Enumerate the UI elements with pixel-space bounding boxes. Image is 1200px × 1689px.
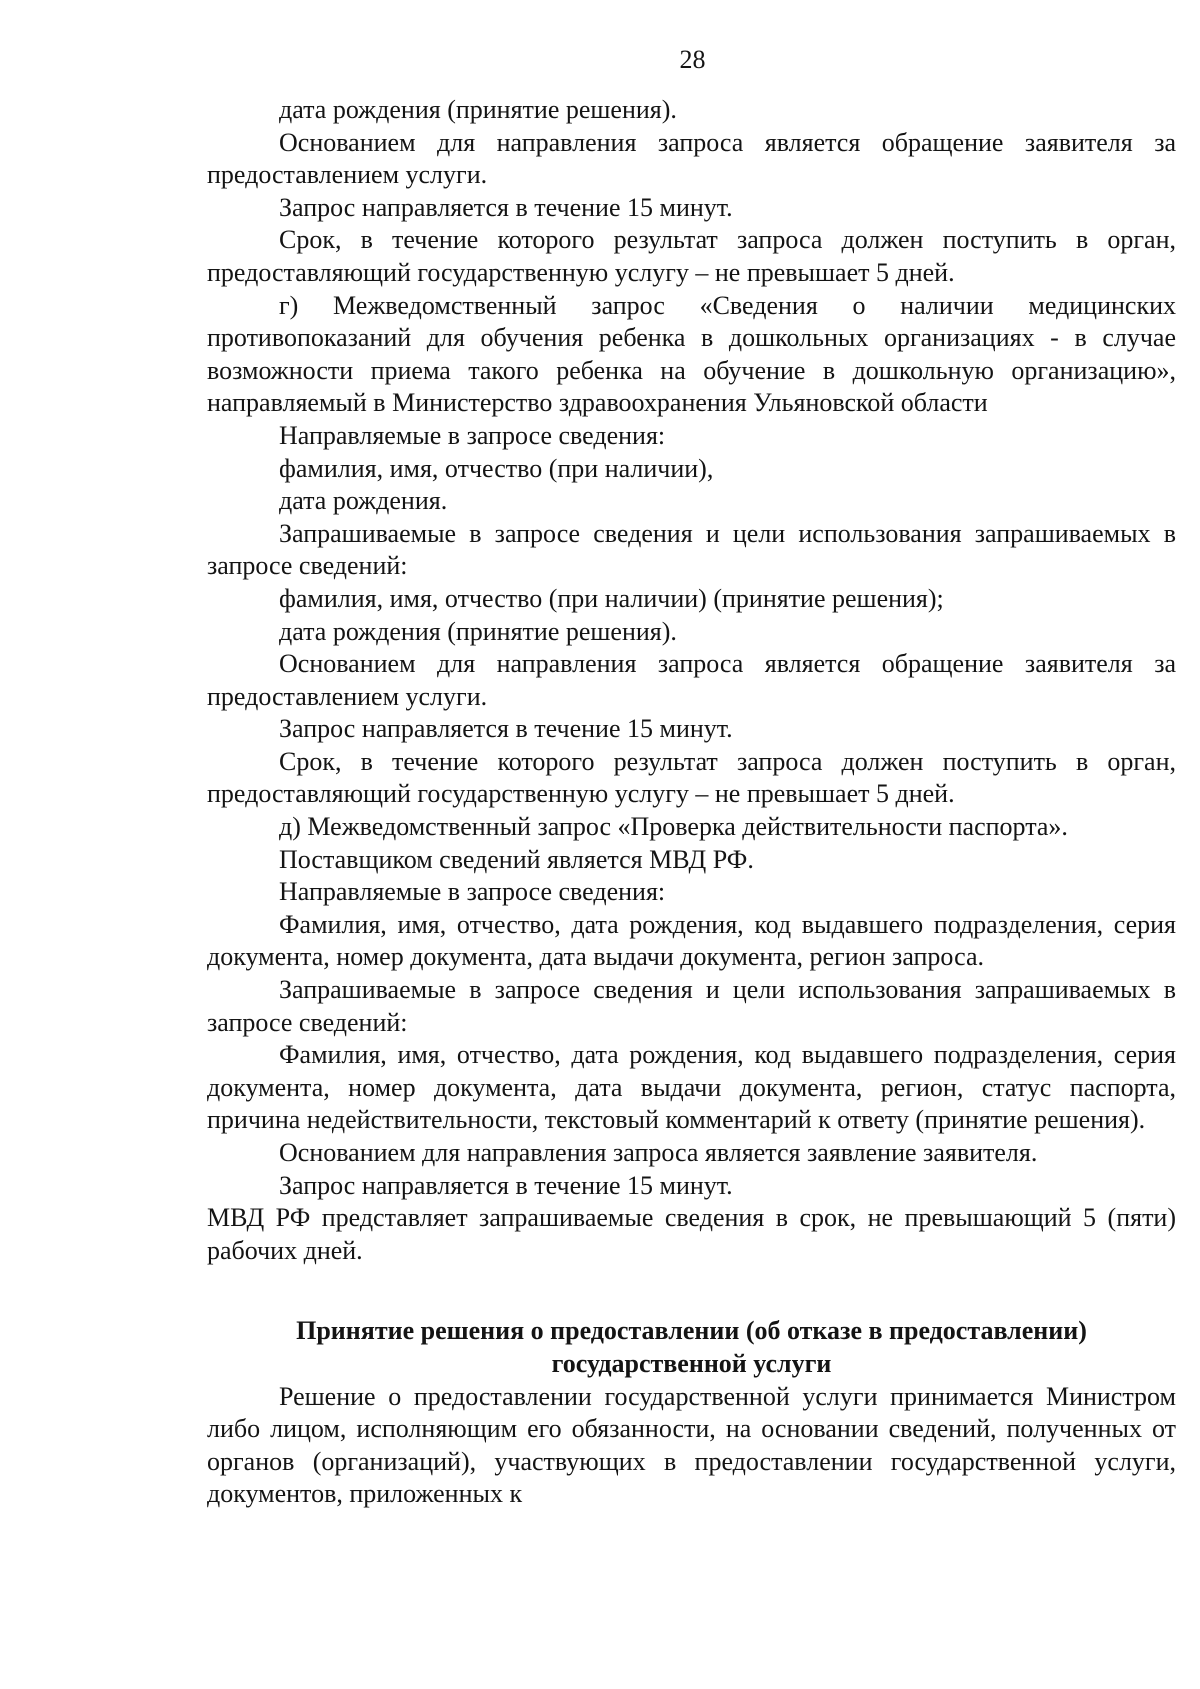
paragraph-decision: Решение о предоставлении государственной услуги принимается Министром либо лицом, исполняющим его обязанности, на основании сведений, полученных от органов (организаций), участвующих в предоставлении государственной услуги, документов, приложенных к [207, 1381, 1176, 1509]
paragraph: Основанием для направления запроса является обращение заявителя за предоставлением услуги. [207, 649, 1176, 711]
paragraph: Запрос направляется в течение 15 минут. [279, 714, 733, 744]
paragraph: Поставщиком сведений является МВД РФ. [279, 844, 754, 874]
paragraph: дата рождения (принятие решения). [279, 95, 677, 124]
paragraph: Основанием для направления запроса является обращение заявителя за предоставлением услуги. [207, 127, 1176, 190]
paragraph: Срок, в течение которого результат запроса должен поступить в орган, предоставляющий государственную услугу – не превышает 5 дней. [207, 746, 1176, 809]
paragraph-mvd: МВД РФ представляет запрашиваемые сведения в срок, не превышающий 5 (пяти) рабочих дней. [207, 1203, 1176, 1265]
paragraph: д) Межведомственный запрос «Проверка действительности паспорта». [279, 812, 1068, 842]
section-heading: Принятие решения о предоставлении (об отказе в предоставлении) государственной услуги [296, 1316, 1087, 1378]
paragraph: дата рождения. [279, 486, 448, 516]
paragraph: Запрашиваемые в запросе сведения и цели использования запрашиваемых в запросе сведений: [207, 518, 1176, 581]
paragraph: дата рождения (принятие решения). [279, 616, 677, 646]
page-number: 28 [679, 45, 706, 74]
paragraph: Направляемые в запросе сведения: [279, 877, 666, 907]
paragraph: Запрашиваемые в запросе сведения и цели использования запрашиваемых в запросе сведений: [207, 975, 1176, 1037]
paragraph: Направляемые в запросе сведения: [279, 420, 666, 450]
paragraph: фамилия, имя, отчество (при наличии), [279, 453, 714, 483]
paragraph: Срок, в течение которого результат запроса должен поступить в орган, предоставляющий государственную услугу – не превышает 5 дней. [207, 225, 1176, 287]
paragraph: г) Межведомственный запрос «Сведения о наличии медицинских противопоказаний для обучения ребенка в дошкольных организациях - в случае возможности приема такого ребенка на обучение в дошкольную организацию», направляемый в Министерство здравоохранения Ульяновской области [207, 290, 1176, 418]
paragraph: Запрос направляется в течение 15 минут. [279, 192, 733, 222]
paragraph: Фамилия, имя, отчество, дата рождения, код выдавшего подразделения, серия документа, номер документа, дата выдачи документа, регион запроса. [207, 909, 1176, 972]
paragraph: Фамилия, имя, отчество, дата рождения, код выдавшего подразделения, серия документа, номер документа, дата выдачи документа, регион, статус паспорта, причина недействительности, текстовый комментарий к ответу (принятие решения). [207, 1040, 1176, 1135]
document-body [207, 94, 1176, 1511]
paragraph: Основанием для направления запроса является заявление заявителя. [279, 1138, 1038, 1167]
paragraph: Запрос направляется в течение 15 минут. [279, 1170, 733, 1200]
paragraph: фамилия, имя, отчество (при наличии) (принятие решения); [279, 583, 944, 613]
